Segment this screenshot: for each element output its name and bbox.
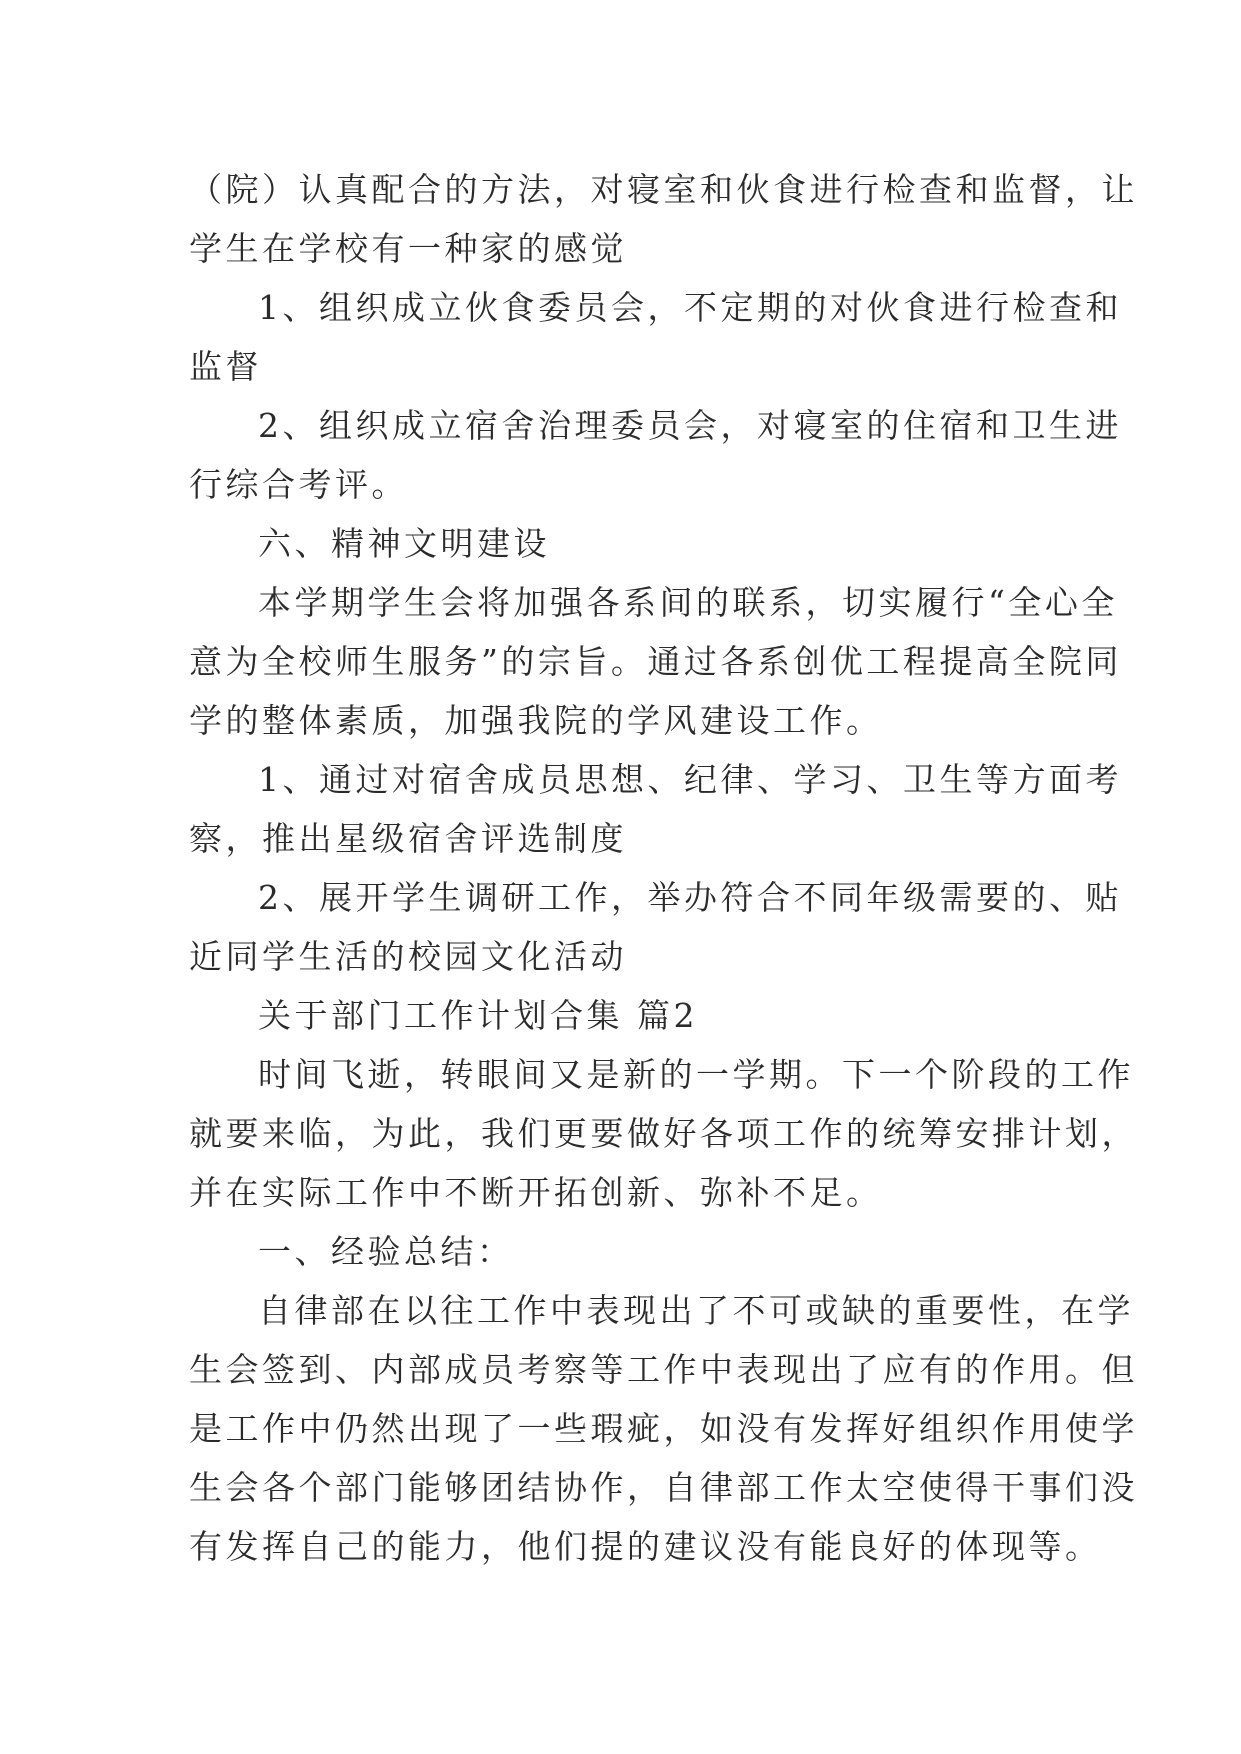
text-line: 监督	[189, 347, 262, 386]
paragraph-start: 自律部在以往工作中表现出了不可或缺的重要性，在学	[258, 1291, 1134, 1330]
text-line: （院）认真配合的方法，对寝室和伙食进行检查和监督，让	[189, 170, 1138, 209]
list-item: 1、通过对宿舍成员思想、纪律、学习、卫生等方面考	[258, 760, 1122, 799]
text-line: 察，推出星级宿舍评选制度	[189, 819, 627, 858]
paragraph-start: 时间飞逝，转眼间又是新的一学期。下一个阶段的工作	[258, 1055, 1134, 1094]
text-line: 生会签到、内部成员考察等工作中表现出了应有的作用。但	[189, 1350, 1138, 1389]
paragraph-start: 本学期学生会将加强各系间的联系，切实履行“全心全	[258, 583, 1118, 622]
section-heading: 一、经验总结：	[258, 1232, 514, 1271]
section-heading: 六、精神文明建设	[258, 524, 550, 563]
text-line: 就要来临，为此，我们更要做好各项工作的统筹安排计划，	[189, 1114, 1138, 1153]
text-line: 意为全校师生服务”的宗旨。通过各系创优工程提高全院同	[189, 642, 1122, 681]
document-body	[189, 160, 1138, 1576]
text-line: 近同学生活的校园文化活动	[189, 937, 627, 976]
text-line: 有发挥自己的能力，他们提的建议没有能良好的体现等。	[189, 1527, 1102, 1566]
text-line: 是工作中仍然出现了一些瑕疵，如没有发挥好组织作用使学	[189, 1409, 1138, 1448]
text-line: 行综合考评。	[189, 465, 408, 504]
list-item: 2、展开学生调研工作，举办符合不同年级需要的、贴	[258, 878, 1122, 917]
list-item: 2、组织成立宿舍治理委员会，对寝室的住宿和卫生进	[258, 406, 1122, 445]
text-line: 生会各个部门能够团结协作，自律部工作太空使得干事们没	[189, 1468, 1138, 1507]
text-line: 并在实际工作中不断开拓创新、弥补不足。	[189, 1173, 883, 1212]
text-line: 学的整体素质，加强我院的学风建设工作。	[189, 701, 883, 740]
article-title: 关于部门工作计划合集 篇2	[258, 996, 698, 1035]
text-line: 学生在学校有一种家的感觉	[189, 229, 627, 268]
list-item: 1、组织成立伙食委员会，不定期的对伙食进行检查和	[258, 288, 1122, 327]
